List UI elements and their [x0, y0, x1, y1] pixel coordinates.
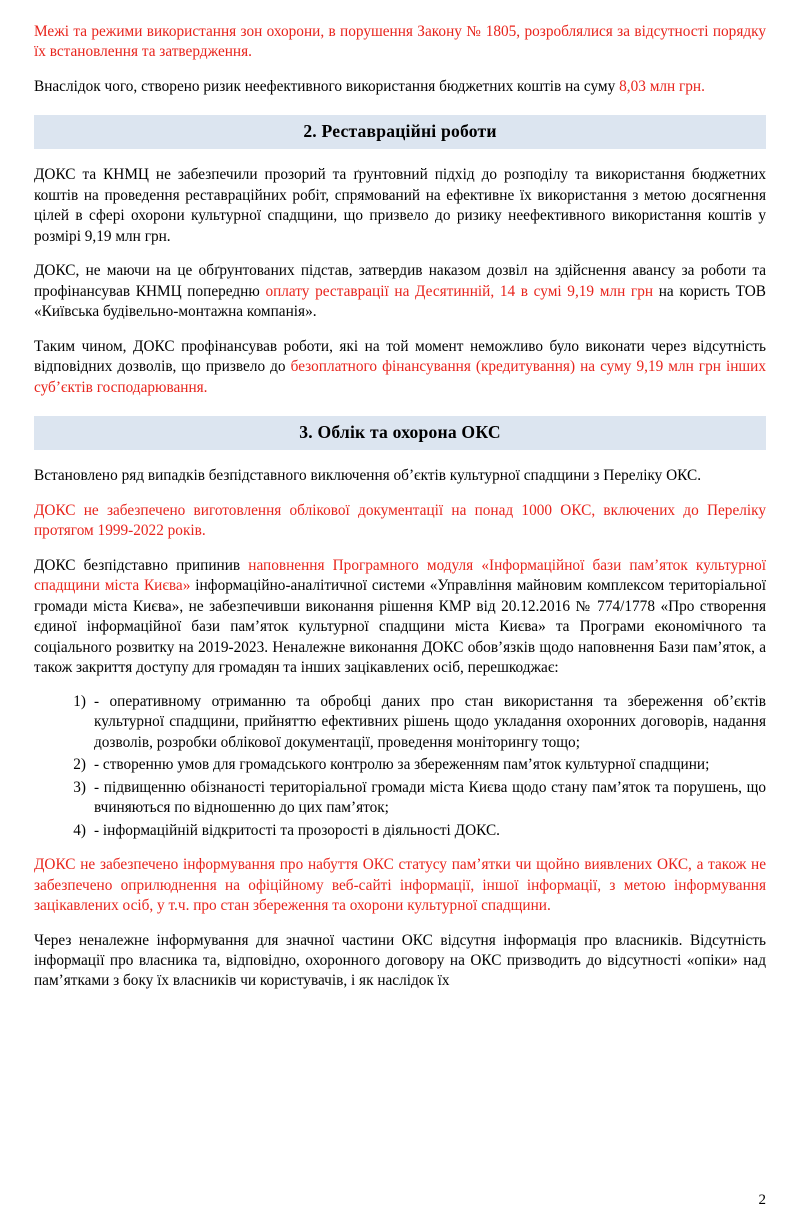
list-item-text: - інформаційній відкритості та прозорості в діяльності ДОКС. — [94, 821, 500, 839]
list-item-text: - створенню умов для громадського контролю за збереженням пам’яток культурної спадщини; — [94, 756, 710, 774]
section3-paragraph-5: Через неналежне інформування для значної частини ОКС відсутня інформація про власників. Відсутність інформації про власника та, відповідно, охоронного договору на ОКС призводить до відсутності «опіки» над пам’ятками з боку їх власників чи користувачів, і як наслідок їх — [34, 931, 766, 990]
section3-paragraph-3 — [34, 556, 766, 679]
section2-paragraph-3 — [34, 337, 766, 398]
list-item-number: 1) — [73, 692, 86, 710]
section2-paragraph-1: ДОКС та КНМЦ не забезпечили прозорий та ґрунтовний підхід до розподілу та використання бюджетних коштів на проведення реставраційних робіт, спрямований на ефективне їх використання з метою досягнення цілей в сфері охорони культурної спадщини, що призвело до ризику неефективного використання коштів у розмірі 9,19 млн грн. — [34, 166, 766, 245]
section2-paragraph-2-highlight: оплату реставрації на Десятинній, 14 в сумі 9,19 млн грн — [265, 282, 654, 300]
paragraph-intro-2-red: 8,03 млн грн. — [619, 77, 705, 95]
section3-paragraph-2: ДОКС не забезпечено виготовлення облікової документації на понад 1000 ОКС, включених до Переліку протягом 1999-2022 років. — [34, 501, 766, 540]
list-item — [34, 692, 766, 753]
list-item — [34, 778, 766, 819]
list-item — [34, 821, 766, 841]
section3-paragraph-4: ДОКС не забезпечено інформування про набуття ОКС статусу пам’ятки чи щойно виявлених ОКС, а також не забезпечено оприлюднення на офіційному веб-сайті інформації, іншої інформації, з метою інформування зацікавлених осіб, у т.ч. про стан збереження та охорони культурної спадщини. — [34, 856, 766, 915]
list-item-number: 3) — [73, 778, 86, 796]
section3-paragraph-3-part-a: ДОКС безпідставно припинив — [34, 556, 249, 574]
section3-paragraph-1: Встановлено ряд випадків безпідставного виключення об’єктів культурної спадщини з Переліку ОКС. — [34, 467, 702, 485]
paragraph-intro-2-black: Внаслідок чого, створено ризик неефективного використання бюджетних коштів на суму — [34, 77, 620, 95]
list-item-number: 4) — [73, 821, 86, 839]
list-item-number: 2) — [73, 756, 86, 774]
section3-numbered-list — [34, 692, 766, 841]
section-heading-2: 2. Реставраційні роботи — [34, 115, 766, 149]
list-item — [34, 755, 766, 775]
section2-paragraph-2-part-a: ДОКС, не маючи на це обґрунтованих підстав, затвердив наказом дозвіл на здійснення авансу за роботи та профінансував КНМЦ попередню — [34, 262, 766, 300]
paragraph-intro-2 — [34, 77, 766, 97]
section3-paragraph-3-part-b: інформаційно-аналітичної системи «Управління майновим комплексом територіальної громади міста Києва», не забезпечивши виконання рішення КМР від 20.12.2016 № 774/1778 «Про створення єдиної інформаційної бази пам’яток культурної спадщини міста Києва» та Програми економічного та соціального розвитку на 2019-2023. Неналежне виконання ДОКС обов’язків щодо наповнення Бази пам’яток, а також закриття доступу для громадян та інших зацікавлених осіб, перешкоджає: — [34, 577, 766, 677]
page-number: 2 — [758, 1192, 766, 1208]
section2-paragraph-3-part-a: Таким чином, ДОКС профінансував роботи, які на той момент неможливо було виконати через відсутність відповідних дозволів, що призвело до — [34, 337, 766, 376]
list-item-text: - підвищенню обізнаності територіальної громади міста Києва щодо стану пам’яток та порушень, що вчиняються по відношенню до цих пам’яток; — [94, 778, 766, 817]
section-heading-3: 3. Облік та охорона ОКС — [34, 416, 766, 450]
section2-paragraph-3-highlight: безоплатного фінансування (кредитування) на суму 9,19 млн грн інших суб’єктів господарювання. — [34, 358, 766, 396]
list-item-text: - оперативному отриманню та обробці даних про стан використання та збереження об’єктів культурної спадщини, прийняттю ефективних рішень щодо укладання охоронних договорів, надання дозволів, розробки облікової документації, проведення моніторингу тощо; — [94, 692, 766, 751]
paragraph-intro-1: Межі та режими використання зон охорони, в порушення Закону № 1805, розроблялися за відсутності порядку їх встановлення та затвердження. — [34, 23, 766, 61]
section2-paragraph-2 — [34, 261, 766, 322]
section3-paragraph-3-highlight: наповнення Програмного модуля «Інформаційної бази пам’яток культурної спадщини міста Києва» — [34, 556, 766, 595]
section2-paragraph-2-part-b: на користь ТОВ «Київська будівельно-монтажна компанія». — [34, 282, 766, 321]
